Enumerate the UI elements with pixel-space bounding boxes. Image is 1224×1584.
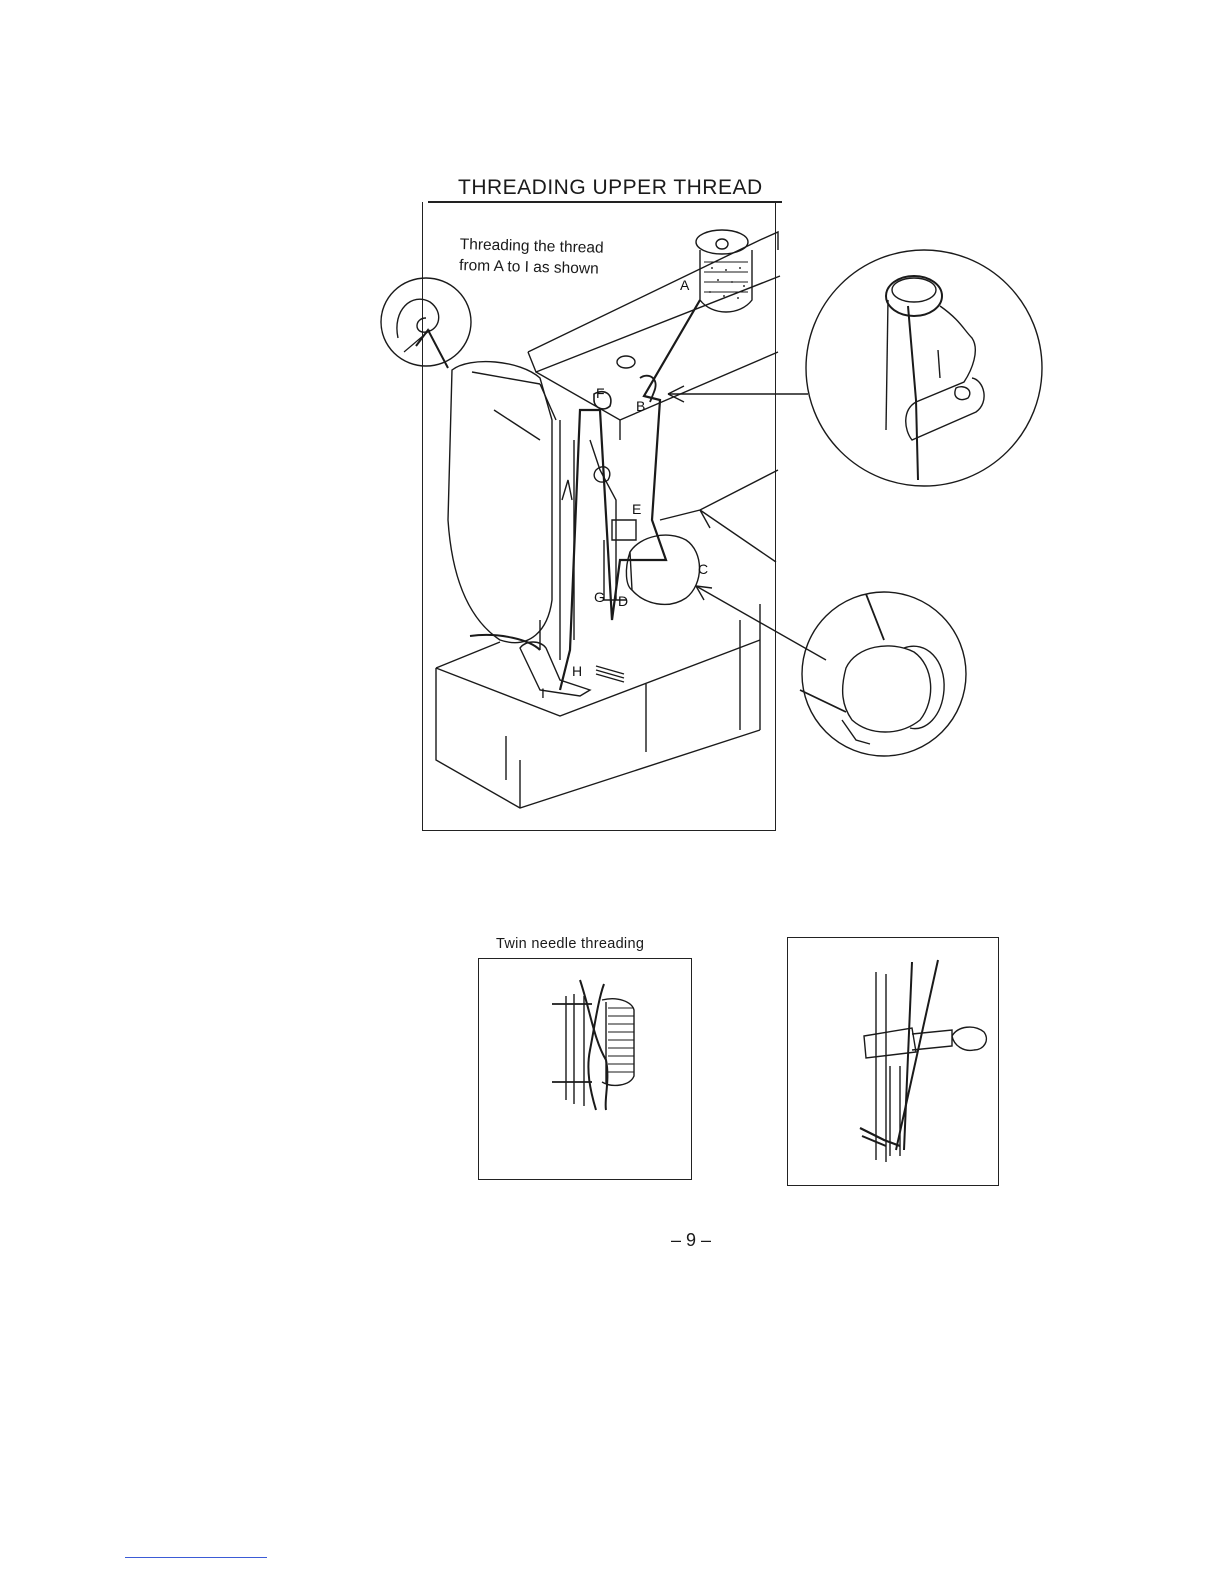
sewing-machine-body <box>436 232 780 808</box>
twin-needle-caption: Twin needle threading <box>496 936 645 952</box>
label-i: I <box>541 685 545 701</box>
label-e: E <box>632 501 642 517</box>
upper-thread-path <box>560 300 700 690</box>
label-a: A <box>680 277 690 293</box>
thread-spool <box>696 230 752 312</box>
instruction-line-1: Threading the thread <box>459 235 604 257</box>
footer-rule <box>125 1557 267 1558</box>
thread-guide-detail-circle <box>381 278 471 368</box>
instruction-line-2: from A to I as shown <box>458 256 599 278</box>
twin-needle-foot-box <box>787 937 999 1186</box>
label-f: F <box>596 385 605 401</box>
page-number: – 9 – <box>671 1230 712 1250</box>
page-title: THREADING UPPER THREAD <box>458 176 763 199</box>
thread-guide-zoom-circle <box>806 250 1042 486</box>
twin-needle-tension-box <box>478 958 692 1180</box>
label-g: G <box>594 589 605 605</box>
label-c: C <box>698 561 709 577</box>
tension-dial-zoom-circle <box>800 592 966 756</box>
label-h: H <box>572 663 583 679</box>
label-d: D <box>618 593 629 609</box>
label-b: B <box>636 398 646 414</box>
